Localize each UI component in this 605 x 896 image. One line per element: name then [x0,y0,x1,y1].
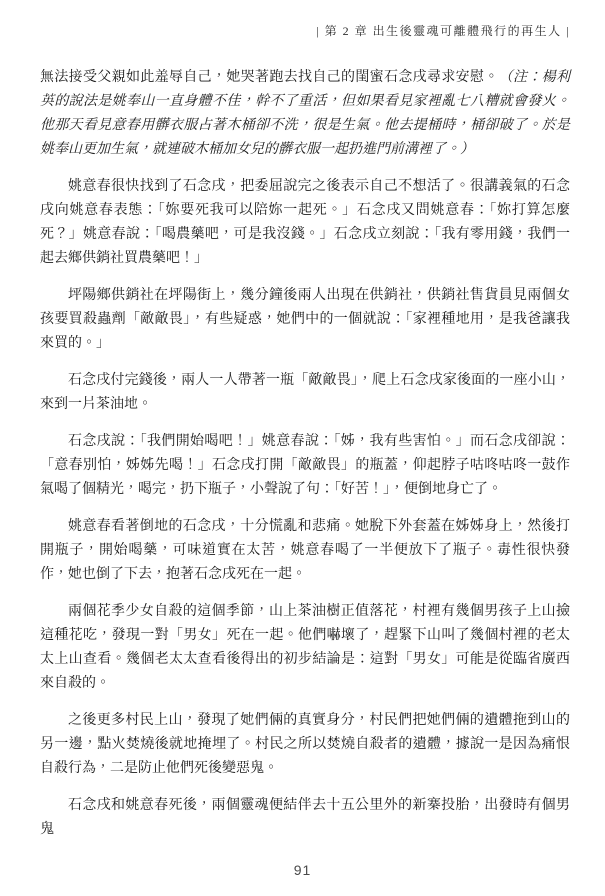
body-text: 無法接受父親如此羞辱自己，她哭著跑去找自己的閨蜜石念戌尋求安慰。 [40,70,499,85]
body-text: 石念戌和姚意春死後，兩個靈魂便結伴去十五公里外的新寨投胎，出發時有個男鬼 [40,798,570,837]
page-body [40,66,570,842]
paragraph [40,369,570,417]
paragraph [40,175,570,271]
paragraph [40,66,570,162]
page-number: 91 [293,862,312,878]
paragraph [40,430,570,502]
paragraph [40,794,570,842]
body-text: 兩個花季少女自殺的這個季節，山上茶油樹正值落花，村裡有幾個男孩子上山撿這種花吃，發現一對「男女」死在一起。他們嚇壞了，趕緊下山叫了幾個村裡的老太太上山查看。幾個老太太查看後得出的初步結論是：這對「男女」可能是從臨省廣西來自殺的。 [40,604,570,691]
paragraph [40,709,570,781]
body-text: 石念戌付完錢後，兩人一人帶著一瓶「敵敵畏」，爬上石念戌家後面的一座小山，來到一片茶油地。 [40,373,570,412]
paragraph [40,284,570,356]
body-text: 姚意春很快找到了石念戌，把委屈說完之後表示自己不想活了。很講義氣的石念戌向姚意春表態：「妳要死我可以陪妳一起死。」石念戌又問姚意春：「妳打算怎麼死？」姚意春說：「喝農藥吧，可是我沒錢。」石念戌立刻說：「我有零用錢，我們一起去鄉供銷社買農藥吧！」 [40,179,570,266]
body-text: 之後更多村民上山，發現了她們倆的真實身分，村民們把她們倆的遺體拖到山的另一邊，點火焚燒後就地掩埋了。村民之所以焚燒自殺者的遺體，據說一是因為痛恨自殺行為，二是防止他們死後變惡鬼。 [40,713,570,776]
paragraph [40,515,570,587]
body-text: 石念戌說：「我們開始喝吧！」姚意春說：「姊，我有些害怕。」而石念戌卻說：「意春別怕，姊姊先喝！」石念戌打開「敵敵畏」的瓶蓋，仰起脖子咕咚咕咚一鼓作氣喝了個精光，喝完，扔下瓶子，小聲說了句：「好苦！」，便倒地身亡了。 [40,434,570,497]
body-text: 坪陽鄉供銷社在坪陽街上，幾分鐘後兩人出現在供銷社，供銷社售貨員見兩個女孩要買殺蟲劑「敵敵畏」，有些疑惑，她們中的一個就說：「家裡種地用，是我爸讓我來買的。」 [40,288,570,351]
body-text: 姚意春看著倒地的石念戌，十分慌亂和悲痛。她脫下外套蓋在姊姊身上，然後打開瓶子，開始喝藥，可味道實在太苦，姚意春喝了一半便放下了瓶子。毒性很快發作，她也倒了下去，抱著石念戌死在一起。 [40,519,570,582]
running-header: | 第 2 章 出生後靈魂可離體飛行的再生人 | [316,24,570,38]
note-text: （注：楊利英的說法是姚奉山一直身體不佳，幹不了重活，但如果看見家裡亂七八糟就會發火。他那天看見意春用髒衣服占著木桶卻不洗，很是生氣。他去提桶時，桶卻破了。於是姚奉山更加生氣，就連破木桶加女兒的髒衣服一起扔進門前溝裡了。） [40,70,571,157]
paragraph [40,600,570,696]
